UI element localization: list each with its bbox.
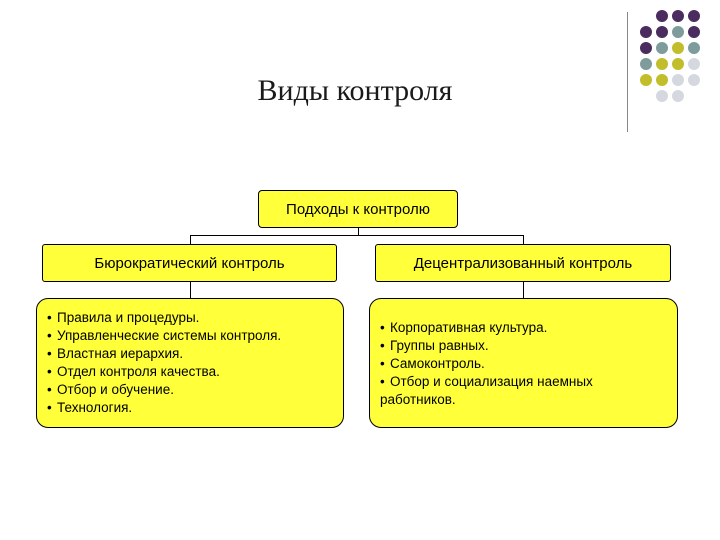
decentralized-control-list	[369, 298, 678, 428]
bullet-icon: •	[380, 320, 385, 335]
decorative-dot	[688, 10, 700, 22]
connector-right-header-to-list	[523, 282, 524, 298]
connector-horizontal	[190, 235, 523, 236]
decorative-dot	[688, 74, 700, 86]
list-item	[47, 381, 333, 399]
list-item	[380, 337, 667, 355]
bullet-icon: •	[47, 364, 52, 379]
connector-root-down	[358, 228, 359, 235]
bullet-icon: •	[47, 328, 52, 343]
list-item	[380, 319, 667, 337]
decorative-dot	[672, 10, 684, 22]
bureaucratic-control-header: Бюрократический контроль	[42, 244, 337, 282]
decorative-divider	[627, 12, 628, 132]
decorative-dot	[656, 74, 668, 86]
list-item-text: Властная иерархия.	[57, 346, 184, 361]
list-item	[47, 327, 333, 345]
bullet-icon: •	[380, 374, 385, 389]
bullet-icon: •	[380, 356, 385, 371]
decorative-dot	[640, 26, 652, 38]
decorative-dot	[640, 74, 652, 86]
decorative-dot	[656, 90, 668, 102]
decorative-dot	[672, 42, 684, 54]
list-item-text: Отдел контроля качества.	[57, 364, 220, 379]
list-item-text: Технология.	[57, 400, 133, 415]
slide-title: Виды контроля	[257, 74, 453, 107]
decorative-dot	[688, 26, 700, 38]
list-item-text: Отбор и обучение.	[57, 382, 174, 397]
decorative-dot	[672, 58, 684, 70]
list-item-text: Правила и процедуры.	[57, 310, 200, 325]
bullet-icon: •	[47, 310, 52, 325]
decorative-dot	[688, 42, 700, 54]
decorative-dot	[672, 26, 684, 38]
list-item	[47, 309, 333, 327]
list-item-text: Самоконтроль.	[390, 356, 485, 371]
list-item-text: Управленческие системы контроля.	[57, 328, 282, 343]
bullet-icon: •	[47, 382, 52, 397]
connector-right-down	[523, 235, 524, 244]
decorative-dot	[640, 42, 652, 54]
decorative-dot	[656, 26, 668, 38]
list-item-text: Отбор и социализация наемных работников.	[380, 374, 593, 407]
decorative-dot	[656, 42, 668, 54]
decorative-dot	[688, 58, 700, 70]
bullet-icon: •	[47, 400, 52, 415]
decorative-dot	[672, 90, 684, 102]
list-item	[47, 399, 333, 417]
list-item	[47, 345, 333, 363]
decorative-dot	[672, 74, 684, 86]
list-item-text: Корпоративная культура.	[390, 320, 548, 335]
decorative-dot	[656, 58, 668, 70]
bullet-icon: •	[47, 346, 52, 361]
decorative-dot	[640, 58, 652, 70]
list-item-text: Группы равных.	[390, 338, 489, 353]
connector-left-down	[190, 235, 191, 244]
list-item	[380, 373, 667, 409]
bullet-icon: •	[380, 338, 385, 353]
connector-left-header-to-list	[190, 282, 191, 298]
bureaucratic-control-list	[36, 298, 344, 428]
decentralized-control-header: Децентрализованный контроль	[375, 244, 671, 282]
root-node: Подходы к контролю	[258, 190, 458, 228]
decorative-dot	[656, 10, 668, 22]
list-item	[47, 363, 333, 381]
list-item	[380, 355, 667, 373]
